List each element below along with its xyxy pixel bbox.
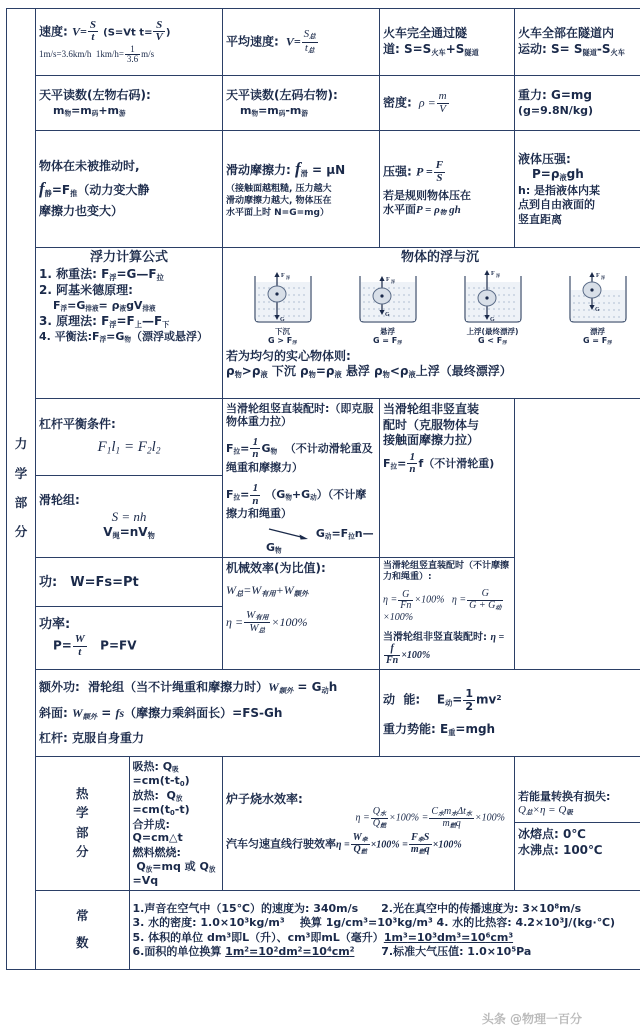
beaker-diagram-group <box>226 266 640 347</box>
cell-pulley-efficiency <box>380 558 515 670</box>
svg-text:浮: 浮 <box>495 272 500 278</box>
table-row-extra-work <box>7 670 640 757</box>
heat-release: 放热: Q放$=cm(t_0-t)$ <box>132 788 190 817</box>
beaker-sink-name: 下沉 <box>275 326 290 336</box>
liquid-pressure-label: 液体压强: <box>518 151 571 166</box>
cell-lever <box>36 399 223 476</box>
cell-heat <box>129 757 223 891</box>
thermal-char-3: 部 <box>75 825 89 840</box>
cell-points <box>515 823 640 861</box>
cell-buoyancy-formulas <box>36 248 223 399</box>
beaker-suspend-name: 悬浮 <box>380 326 395 336</box>
cell-train-pass <box>380 9 515 76</box>
cell-efficiency <box>223 558 380 670</box>
cell-liquid-pressure <box>515 131 640 248</box>
melting-point: 冰熔点: 0℃ <box>518 827 586 842</box>
section-char-4: 分 <box>14 525 28 540</box>
efficiency-f1: W总=W有用+W额外 <box>226 583 309 598</box>
constants-char-2: 数 <box>75 936 89 951</box>
svg-text:F: F <box>385 276 390 283</box>
train-pass-line2: 道: S=S火车+S隧道 <box>383 42 479 57</box>
pulley-eff-f1-f2: η = $\frac{G}{Fn}$ ×100% η = G G + G动 ×100% <box>383 588 502 623</box>
table-row-work <box>7 558 640 606</box>
svg-text:F: F <box>280 272 285 279</box>
balance-lo-formula: m物=m码+m游 <box>53 103 126 118</box>
heat-combined: 合并成: Q=cm△t <box>132 817 183 845</box>
cell-balance-left-weight <box>223 76 380 131</box>
kinetic-energy: 动 能: E动= $\frac{1}{2}$ $mv^2$ <box>383 687 502 713</box>
boiling-point: 水沸点: 100℃ <box>518 842 603 857</box>
svg-text:浮: 浮 <box>390 278 395 284</box>
constant-line-2: 3. 水的密度: $1.0\times 10^3kg/m^3$ 换算 $1g/cm^3=10^3kg/m^3$ 4. 水的比热容: $4.2\times 10^3J/(kg\cdot℃)$ <box>132 916 616 930</box>
power-label: 功率: <box>39 617 71 633</box>
arrow-icon <box>268 527 310 541</box>
table-row-balance <box>7 76 640 131</box>
cell-pressure <box>380 131 515 248</box>
svg-text:G: G <box>279 316 285 323</box>
buoyancy-item-4: 3. 原理法: F浮=F上—F下 <box>39 313 170 329</box>
cell-pulley-vertical <box>223 399 380 558</box>
beaker-float-icon <box>560 268 636 326</box>
buoyancy-item-3: F浮=G排液= ρ液gV排液 <box>53 299 156 313</box>
pulley-group-f1: S = nh <box>111 508 147 524</box>
table-row-friction <box>7 131 640 248</box>
train-inside-line1: 火车全部在隧道内 <box>518 26 615 41</box>
section-label-constants <box>36 891 130 970</box>
density-label: 密度: <box>383 95 412 110</box>
heat-absorb: 吸热: Q吸$=cm(t-t_0)$ <box>132 760 190 788</box>
speed-label: 速度: <box>39 24 68 39</box>
beaker-rise-name: 上浮(最终漂浮) <box>466 326 519 336</box>
sliding-friction-note1: （接触面越粗糙, 压力越大 <box>226 183 332 194</box>
pressure-formula: 压强: P = $\frac{F}{S}$ <box>383 159 444 184</box>
work-label: 功: <box>39 575 58 591</box>
pulley-group-label: 滑轮组: <box>39 492 80 507</box>
table-row-constants <box>7 891 640 970</box>
float-sink-note1: 若为均匀的实心物体则: <box>226 349 351 364</box>
pulley-nonvertical-title1: 当滑轮组非竖直装 <box>383 402 480 416</box>
constant-line-3: 5. 体积的单位 $dm^3$即L（升）、$cm^3$即mL（毫升）$1m^3=10^3dm^3=10^6cm^3$ <box>132 930 514 944</box>
thermal-char-1: 热 <box>75 786 89 801</box>
work-formula: W=Fs=Pt <box>61 575 139 591</box>
extra-work-incline: 斜面: W额外 = fs（摩擦力乘斜面长）=FS-Gh <box>39 705 283 721</box>
svg-text:浮: 浮 <box>285 274 290 280</box>
stove-label: 炉子烧水效率: <box>226 791 303 806</box>
pulley-nonvertical-formula: F拉= $\frac{1}{n}$ f（不计滑轮重) <box>383 450 495 476</box>
pulley-group-f2: V绳=nV物 <box>103 525 155 541</box>
pulley-vertical-title: 当滑轮组竖直装配时:（即克服物体重力拉） <box>226 402 374 429</box>
train-inside-line2: 运动: S= S隧道-S火车 <box>518 42 625 57</box>
cell-density: 密度: ρ = $\frac{m}{V}$ <box>380 76 515 131</box>
sliding-friction-formula: 滑动摩擦力: f滑 = μN <box>226 159 346 179</box>
constant-line-1: 1.声音在空气中（15℃）的速度为: 340m/s 2.光在真空中的传播速度为: $3\times 10^8m/s$ <box>132 901 582 915</box>
buoyancy-title: 浮力计算公式 <box>89 250 168 265</box>
svg-text:G: G <box>384 311 390 318</box>
beaker-rise-relation: G < F浮 <box>477 336 508 347</box>
static-friction-line1: 物体在未被推动时, <box>39 159 140 173</box>
beaker-suspend-relation: G = F浮 <box>372 336 403 347</box>
cell-gravity <box>515 76 640 131</box>
buoyancy-item-5: 4. 平衡法:F浮=G物（漂浮或悬浮） <box>39 330 209 344</box>
cell-constants <box>129 891 640 970</box>
balance-lw-label: 天平读数(左码右物): <box>226 88 338 103</box>
speed-conversion: 1m/s=3.6km/h 1km/h= $\frac{1}{3.6}$ m/s <box>39 43 155 65</box>
sliding-friction-note3: 水平面上时 N=G=mg） <box>226 207 329 218</box>
liquid-pressure-formula: P=ρ液gh <box>532 167 584 183</box>
cell-pulley-group <box>36 476 223 558</box>
section-char-1: 力 <box>14 437 28 452</box>
thermal-char-4: 分 <box>75 844 89 859</box>
pulley-vertical-f3: G动=F拉n—G物 <box>266 526 374 555</box>
beaker-rise <box>449 268 537 347</box>
svg-text:G: G <box>489 316 495 323</box>
cell-power <box>36 606 223 669</box>
gravity-note: (g=9.8N/kg) <box>518 104 594 118</box>
svg-text:G: G <box>594 306 600 313</box>
table-row-speed <box>7 9 640 76</box>
buoyancy-item-1: 1. 称重法: F浮=G—F拉 <box>39 266 164 282</box>
cell-energy-loss <box>515 786 640 823</box>
svg-text:F: F <box>595 272 600 279</box>
pulley-nonvertical-title3: 接触面摩擦力拉） <box>383 433 480 448</box>
cell-energy <box>380 670 640 757</box>
liquid-pressure-note1: h: 是指液体内某 <box>518 183 601 197</box>
beaker-float <box>554 268 640 347</box>
pressure-note2: 水平面P = ρ物 gh <box>383 202 461 217</box>
pulley-vertical-f2: F拉= $\frac{1}{n}$ （G物+G动）（不计摩擦力和绳重） <box>226 482 367 521</box>
pressure-note1: 若是规则物体压在 <box>383 188 471 202</box>
beaker-sink-icon <box>245 268 321 326</box>
energy-loss-label: 若能量转换有损失: <box>518 789 611 803</box>
cell-stove <box>223 757 515 891</box>
beaker-float-relation: G = F浮 <box>582 336 613 347</box>
lever-formula: $F_1l_1 = F_2l_2$ <box>97 438 161 457</box>
pulley-eff-title2: 当滑轮组非竖直装配时: η = $\frac{f}{Fn}$ ×100% <box>383 631 505 666</box>
energy-loss-formula: Q总×η = Q吸 <box>518 804 573 817</box>
gravity-formula: 重力: G=mg <box>518 88 592 103</box>
cell-balance-left-object <box>36 76 223 131</box>
cell-thermal-right <box>515 757 640 891</box>
efficiency-label: 机械效率(为比值): <box>226 561 326 576</box>
pulley-vertical-f1: F拉= $\frac{1}{n}$ G物 （不计动滑轮重及绳重和摩擦力） <box>226 435 373 474</box>
table-row-thermal <box>7 757 640 891</box>
float-sink-note2: ρ物>ρ液 下沉 ρ物=ρ液 悬浮 ρ物<ρ液上浮（最终漂浮） <box>226 363 512 379</box>
balance-lo-label: 天平读数(左物右码): <box>39 88 151 103</box>
extra-work-pulley: 额外功: 滑轮组（当不计绳重和摩擦力时）W额外 = G动h <box>39 680 338 695</box>
beaker-sink <box>239 268 327 347</box>
pulley-nonvertical-title2: 配时（克服物体与 <box>383 417 480 432</box>
svg-text:浮: 浮 <box>600 274 605 280</box>
speed-line: 速度: V= $\frac{S}{t}$ (S=Vt t= $\frac{S}{V}$ ) <box>39 18 171 44</box>
stove-car: 汽车匀速直线行驶效率η = W牵 Q燃 ×100% = F牵S m燃q ×100% <box>226 831 462 856</box>
cell-float-sink <box>223 248 640 399</box>
pulley-eff-title1: 当滑轮组竖直装配时（不计摩擦力和绳重）: <box>383 561 510 583</box>
float-sink-title: 物体的浮与沉 <box>400 250 479 265</box>
thermal-char-2: 学 <box>75 806 89 821</box>
watermark: 头条 @物理一百分 <box>481 1012 582 1026</box>
heat-fuel-formula: Q放=mq 或 Q放=Vq <box>132 860 216 887</box>
cell-static-friction <box>36 131 223 248</box>
efficiency-f2: η = W有用 W总 ×100% <box>226 608 308 635</box>
sliding-friction-note2: 滑动摩擦力越大, 物体压在 <box>226 195 332 206</box>
beaker-suspend <box>344 268 432 347</box>
balance-lw-formula: m物=m码-m游 <box>240 103 308 118</box>
liquid-pressure-note2: 点到自由液面的 <box>518 198 595 212</box>
cell-pulley-nonvertical <box>380 399 515 558</box>
beaker-float-name: 漂浮 <box>590 326 605 336</box>
train-pass-line1: 火车完全通过隧 <box>383 26 468 41</box>
avg-speed-label: 平均速度: <box>226 34 279 49</box>
section-char-3: 部 <box>14 496 28 511</box>
heat-fuel-label: 燃料燃烧: <box>132 845 181 859</box>
stove-formula: η = Q水 Q燃 ×100% = C水m水Δt水 m燃q ×100% <box>355 806 505 830</box>
section-char-2: 学 <box>14 466 28 481</box>
table-row-lever <box>7 399 640 476</box>
section-label-mechanics <box>7 9 36 970</box>
table-row-buoyancy <box>7 248 640 399</box>
buoyancy-item-2: 2. 阿基米德原理: <box>39 283 133 298</box>
constants-char-1: 常 <box>75 908 89 923</box>
static-friction-line3: 摩擦力也变大） <box>39 204 124 219</box>
cell-sliding-friction <box>223 131 380 248</box>
power-formulas: P= $\frac{W}{t}$ P=FV <box>53 633 137 658</box>
cell-extra-work <box>36 670 380 757</box>
cell-avg-speed: 平均速度: V= S总 t总 <box>223 9 380 76</box>
liquid-pressure-note3: 竖直距离 <box>518 212 562 226</box>
cell-train-inside <box>515 9 640 76</box>
potential-energy: 重力势能: E重=mgh <box>383 722 496 738</box>
cell-work <box>36 558 223 606</box>
beaker-suspend-icon <box>350 268 426 326</box>
svg-text:F: F <box>490 270 495 277</box>
beaker-rise-icon <box>455 268 531 326</box>
formula-table <box>6 8 640 970</box>
section-label-thermal <box>36 757 130 891</box>
cell-speed <box>36 9 223 76</box>
lever-label: 杠杆平衡条件: <box>39 416 116 431</box>
static-friction-line2: f静=F推（动力变大静 <box>39 178 150 198</box>
beaker-sink-relation: G > F浮 <box>267 336 298 347</box>
constant-line-4: 6.面积的单位换算 $1m^2=10^2dm^2=10^4cm^2$ 7.标准大气压值: $1.0\times 10^5Pa$ <box>132 945 532 959</box>
extra-work-lever: 杠杆: 克服自身重力 <box>39 731 144 746</box>
